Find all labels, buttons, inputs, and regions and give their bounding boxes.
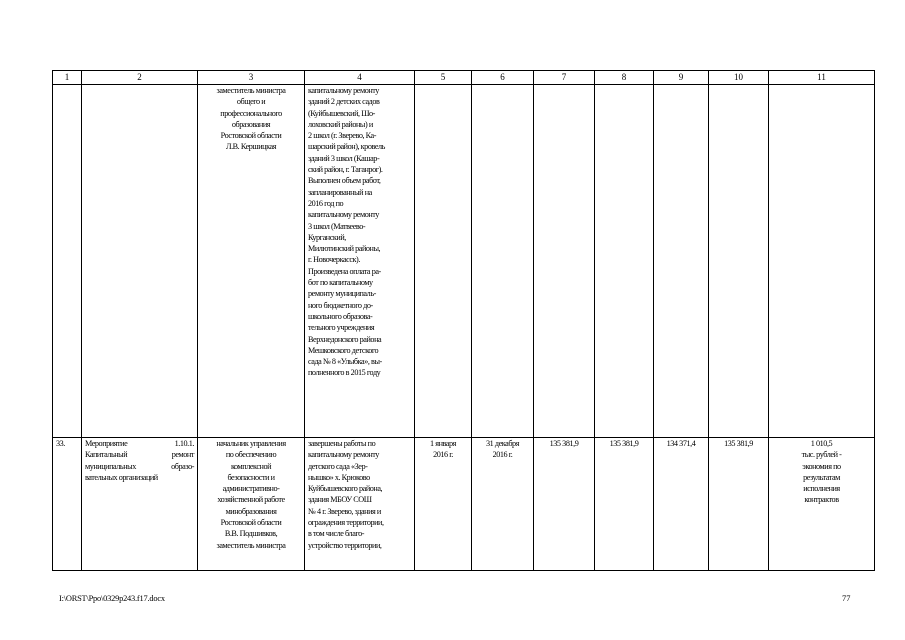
text-line: вательных организаций [85, 472, 158, 482]
text-line: заместитель министра [216, 86, 286, 95]
column-number: 10 [709, 71, 769, 85]
column-number: 2 [82, 71, 198, 85]
text-line: ного бюджетного до- [308, 300, 373, 310]
text-line: 3 школ (Матвеево- [308, 221, 366, 231]
text-line: 2016 г. [433, 450, 453, 460]
text-line: Ростовской области [220, 131, 282, 141]
cell-amount [595, 85, 654, 438]
column-number: 11 [769, 71, 875, 85]
column-number: 5 [415, 71, 472, 85]
table-row-continuation [53, 85, 875, 438]
cell-result [305, 438, 415, 571]
cell-number [53, 85, 82, 438]
text-line: тельного учреждения [308, 323, 375, 333]
text-line: капитальному ремонту [308, 210, 379, 220]
text-line: муниципальных образо- [85, 461, 194, 471]
cell-note [769, 85, 875, 438]
column-number: 6 [472, 71, 534, 85]
text-line: административно- [222, 484, 280, 494]
cell-amount: 135 381,9 [595, 438, 654, 571]
text-line: здания МБОУ СОШ [308, 495, 372, 505]
text-line: шарский район), кровель [308, 142, 385, 152]
text-line: г. Новочеркасск). [308, 255, 360, 265]
text-line: Верхнедонского района [308, 334, 382, 344]
text-line: запланированный на [308, 187, 372, 197]
cell-start-date [415, 438, 472, 571]
text-line: профессионального [220, 108, 282, 118]
text-line: результатам [803, 472, 840, 482]
cell-responsible [198, 438, 305, 571]
cell-responsible [198, 85, 305, 438]
text-line: полненного в 2015 году [308, 368, 381, 378]
text-line: общего и [236, 97, 266, 107]
text-line: образования [231, 119, 271, 129]
text-line: 1 января [430, 439, 456, 448]
cell-end-date [472, 438, 534, 571]
cell-end-date [472, 85, 534, 438]
text-line: ремонту муниципаль- [308, 289, 376, 299]
text-line: комплексной [230, 461, 272, 471]
cell-amount [709, 85, 769, 438]
text-line: бот по капитальному [308, 278, 373, 288]
text-line: зданий 3 школ (Кашар- [308, 153, 380, 163]
text-line: 2 школ (г. Зверево, Ка- [308, 131, 377, 141]
cell-amount: 135 381,9 [709, 438, 769, 571]
text-line: сада № 8 «Улыбка», вы- [308, 357, 382, 367]
text-line: лоховский районы) и [308, 119, 373, 129]
text-line: ограждения территории, [308, 518, 384, 528]
text-line: зданий 2 детских садов [308, 97, 380, 107]
text-line: минобразования [225, 506, 277, 516]
text-line: Мешковского детского [308, 345, 379, 355]
text-line: Курганский, [308, 232, 346, 242]
text-line: заместитель министра [216, 540, 286, 550]
text-line: (Куйбышевский, Шо- [308, 108, 375, 118]
cell-amount [654, 85, 709, 438]
column-number: 4 [305, 71, 415, 85]
text-line: Л.В. Кершицкая [225, 142, 277, 152]
text-line: Ростовской области [220, 518, 282, 528]
text-line: 2016 г. [492, 450, 513, 460]
text-line: В.В. Подшивков, [224, 529, 278, 539]
cell-result [305, 85, 415, 438]
footer-file-path: I:\ORST\Ppo\0329p243.f17.docx [59, 594, 165, 603]
cell-amount: 135 381,9 [534, 438, 595, 571]
text-line: детского сада «Зер- [308, 461, 368, 471]
text-line: Мероприятие 1.10.1. [85, 439, 194, 448]
text-line: начальник управления [216, 439, 286, 448]
cell-amount [534, 85, 595, 438]
column-number-row [53, 71, 875, 85]
text-line: № 4 г. Зверево, здания и [308, 506, 381, 516]
cell-amount: 134 371,4 [654, 438, 709, 571]
report-table [52, 70, 875, 571]
text-line: капитальному ремонту [308, 86, 379, 95]
text-line: Выполнен объем работ, [308, 176, 381, 186]
text-line: 31 декабря [485, 439, 520, 448]
text-line: ский район, г. Таганрог). [308, 165, 383, 175]
column-number: 7 [534, 71, 595, 85]
column-number: 9 [654, 71, 709, 85]
text-line: школьного образова- [308, 311, 373, 321]
text-line: безопасности и [227, 472, 275, 482]
table-row-33 [53, 438, 875, 571]
text-line: 2016 год по [308, 198, 344, 208]
text-line: в том числе благо- [308, 529, 365, 539]
text-line: завершены работы по [308, 439, 376, 448]
column-number: 1 [53, 71, 82, 85]
cell-note [769, 438, 875, 571]
text-line: Куйбышевского района, [308, 484, 383, 494]
text-line: хозяйственной работе [217, 495, 285, 505]
column-number: 8 [595, 71, 654, 85]
column-number: 3 [198, 71, 305, 85]
text-line: контрактов [804, 495, 839, 505]
text-line: Произведена оплата ра- [308, 266, 381, 276]
text-line: исполнения [803, 484, 840, 494]
page-number: 77 [842, 594, 851, 603]
text-line: устройство территории, [308, 540, 382, 550]
cell-event [82, 85, 198, 438]
text-line: 1 010,5 [810, 439, 833, 448]
cell-start-date [415, 85, 472, 438]
text-line: Капитальный ремонт [85, 450, 194, 460]
text-line: Милютинский районы, [308, 244, 381, 254]
text-line: капитальному ремонту [308, 450, 379, 460]
text-line: экономия по [802, 461, 841, 471]
text-line: нышко» х. Крюково [308, 472, 370, 482]
cell-number: 33. [53, 438, 82, 571]
cell-event [82, 438, 198, 571]
text-line: по обеспечению [225, 450, 277, 460]
text-line: тыс. рублей - [801, 450, 842, 460]
